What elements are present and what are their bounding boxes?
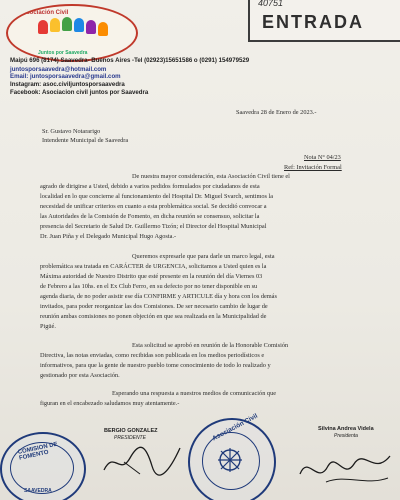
fomento-seal	[0, 432, 86, 500]
signer-1-name: BERGIO GONZALEZ	[104, 428, 158, 434]
signer-1-title: PRESIDENTE	[114, 435, 146, 441]
paragraph-3-line: gestionado por esta Asociación.	[40, 372, 120, 379]
wheel-emblem-icon	[217, 447, 243, 473]
entry-stamp	[248, 0, 400, 42]
letter-date: Saavedra 28 de Enero de 2023.-	[236, 109, 317, 116]
paragraph-1-line: Dr. Juan Piña y el Delegado Municipal Hugo Agosta.-	[40, 233, 177, 240]
paragraph-1-line: localidad en lo que concierne al funcionamiento del Hospital Dr. Miguel Svarch, sentimos la	[40, 193, 274, 200]
paragraph-2-line: Máxima autoridad de Nuestro Distrito que esté presente en la reunión del día Viernes 03	[40, 273, 263, 280]
paragraph-2-line: reunión ambas comisiones no ponen objeción en que sea realizada en la Municipalidad de	[40, 313, 267, 320]
stamp-word: ENTRADA	[262, 12, 364, 32]
paragraph-2-line: agenda diaria, de no poder asistir ese día CONFIRME y ARTICULE día y hora con los demás	[40, 293, 277, 300]
paragraph-3-line: Directiva, las notas enviadas, como recibidas son publicada en los medios periodísticos e	[40, 352, 265, 359]
email-line-1: juntosporsaavedra@hotmail.com	[10, 66, 107, 73]
recipient-name: Sr. Gustavo Notararigo	[42, 128, 101, 135]
paragraph-3-line: informativos, para que la gente de nuestro pueblo tome conocimiento de todo lo realizado y	[40, 362, 271, 369]
paragraph-2-line: invitados, para poder reorganizar las dos Comisiones. De ser necesario cambio de lugar de	[40, 303, 268, 310]
paragraph-1-line: De nuestra mayor consideración, esta Asociación Civil tiene el	[132, 173, 290, 180]
paragraph-1-line: agrado de dirigirse a Usted, debido a varios pedidos formulados por ciudadanos de esta	[40, 183, 260, 190]
association-logo	[6, 4, 138, 62]
paragraph-4-line: Esperando una respuesta a nuestros medios de comunicación que	[112, 390, 277, 397]
instagram-line: Instagram: asoc.civiljuntosporsaavedra	[10, 81, 125, 88]
logo-bottom-text: Juntos por Saavedra	[38, 50, 88, 56]
signer-2-name: Silvina Andrea Videla	[318, 426, 374, 432]
recipient-title: Intendente Municipal de Saavedra	[42, 137, 129, 144]
paragraph-4-line: figuran en el encabezado saludamos muy atentamente.-	[40, 400, 180, 407]
signer-2-signature	[296, 446, 396, 490]
reference-line: Ref: Invitación Formal	[284, 164, 342, 171]
address-line: Maipú 696 (8174) Saavedra- Buenos Aires -Tel (02923)15651586 o (0291) 154979529	[10, 57, 250, 64]
fomento-seal-top-text: COMISION DE FOMENTO	[17, 441, 59, 462]
note-number: Nota N° 04/23	[304, 154, 341, 161]
signer-2-title: Presidenta	[334, 433, 358, 439]
paragraph-2-line: Pigüé.	[40, 323, 56, 330]
paragraph-1-line: necesidad de unificar criterios en cuanto a esta problemática social. Se decidió convocar a	[40, 203, 267, 210]
paragraph-3-line: Esta solicitud se aprobó en reunión de la Honorable Comisión	[132, 342, 289, 349]
facebook-line: Facebook: Asociacion civil juntos por Saavedra	[10, 89, 149, 96]
logo-top-text: Asociación Civil	[22, 10, 69, 16]
paragraph-2-line: de Febrero a las 10hs. en el Ex Club Ferro, en su defecto por no tener disponible en su	[40, 283, 258, 290]
association-seal-text: Asociación Civil	[211, 412, 259, 443]
association-seal	[188, 412, 276, 500]
paragraph-2-line: Queremos expresarle que para darle un marco legal, esta	[132, 253, 275, 260]
fomento-seal-bottom-text: SAAVEDRA	[24, 488, 52, 494]
paragraph-1-line: presencia del Secretario de Salud Dr. Guillermo Tizón; el Director del Hospital Municipal	[40, 223, 267, 230]
signer-1-signature	[100, 440, 186, 480]
paragraph-2-line: problemática sea tratada en CARÁCTER de URGENCIA, solicitamos a Usted quien es la	[40, 263, 267, 270]
paragraph-1-line: las Autoridades de la Comisión de Fomento, en dicha reunión se consensuo, solicitar la	[40, 213, 260, 220]
stamp-number: 40751	[258, 0, 284, 8]
email-line-2: Email: juntosporsaavedra@gmail.com	[10, 73, 121, 80]
